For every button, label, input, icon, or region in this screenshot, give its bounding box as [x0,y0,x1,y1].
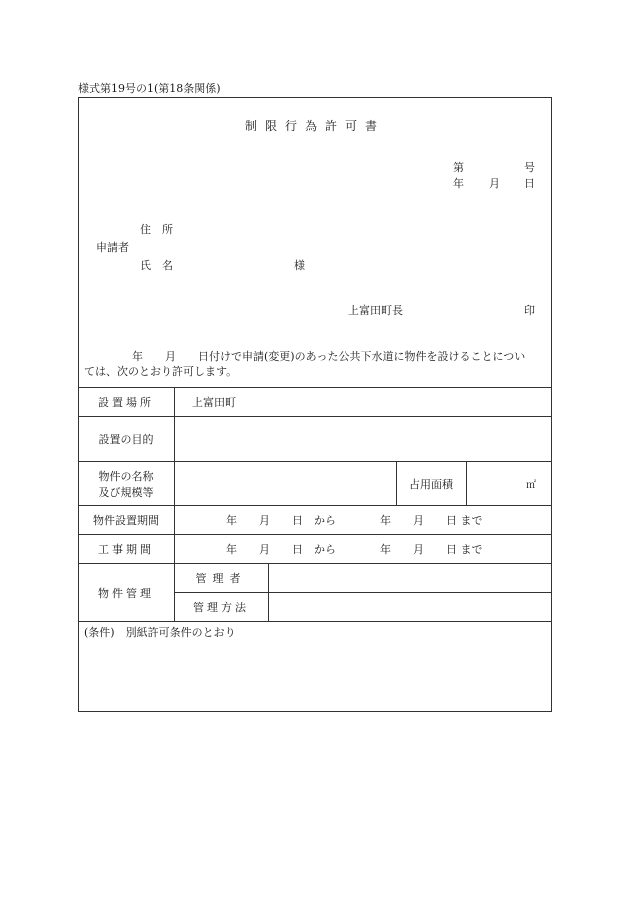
installation-period-range: 年 月 日 から 年 月 日 まで [226,514,483,527]
object-label [78,462,174,505]
construction-period-range: 年 月 日 から 年 月 日 まで [226,543,483,556]
issue-month: 月 [489,177,500,190]
issue-year: 年 [453,177,464,190]
issue-dai: 第 [453,161,464,174]
name-label: 氏 名 [140,259,173,272]
honorific: 様 [294,259,305,272]
document-title: 制限行為許可書 [244,119,385,133]
construction-period-label: 工事期間 [98,543,154,556]
issue-go: 号 [524,161,535,174]
issue-day: 日 [524,177,535,190]
installation-period-label: 物件設置期間 [93,514,159,527]
object-label-line-2: 及び規模等 [98,485,154,499]
applicant-label: 申請者 [96,241,129,254]
area-label: 占用面積 [409,477,453,491]
table-divider [268,563,269,621]
body-line-2: ては、次のとおり許可します。 [84,365,238,378]
conditions-text: (条件) 別紙許可条件のとおり [84,626,236,639]
seal-mark: 印 [524,304,535,317]
table-divider [466,461,467,505]
management-label: 物件管理 [98,586,154,600]
form-number: 様式第19号の1(第18条関係) [78,82,221,95]
body-line-1: 年 月 日付けで申請(変更)のあった公共下水道に物件を設けることについ [132,350,526,363]
method-label: 管理方法 [193,601,249,614]
address-label: 住 所 [140,223,173,236]
location-label: 設置場所 [98,396,154,409]
table-rule [78,621,552,622]
purpose-label: 設置の目的 [98,433,154,446]
location-value: 上富田町 [192,396,236,409]
manager-label: 管理者 [195,572,247,585]
area-unit: ㎡ [526,480,536,491]
issuer-title: 上富田町長 [348,304,403,317]
object-label-line-1: 物件の名称 [98,469,154,483]
